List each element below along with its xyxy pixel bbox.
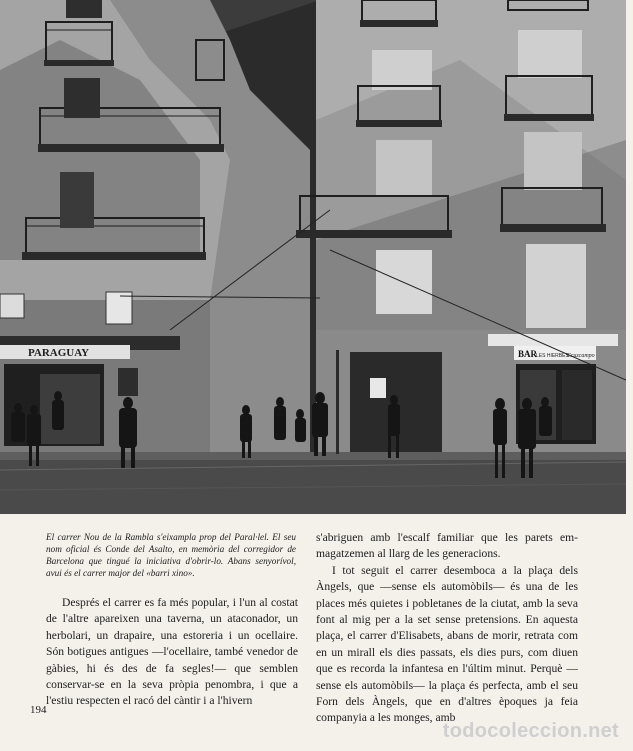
right-column-paragraph-continuation: s'abriguen amb l'escalf familiar que les parets emmagatzemen al llarg de les generacions. — [316, 531, 578, 561]
body-text-right-column — [316, 530, 578, 727]
body-text-left-column: Després el carrer es fa més popular, i l'un al costat de l'altre apareixen una taverna, un ataconador, un herbolari, un drapaire, una estoreria i un ocellaire. Són botigues antigues —l'ocellaire, també venedor de gàbies, hi és des de fa segles!— que semblen conservar-se en la seva pròpia penombra, i que a l'estiu respecten el racó del càntir i a l'hivern — [46, 596, 298, 708]
right-column-paragraph: I tot seguit el carrer desemboca a la plaça dels Àngels, que —sense els automòbils— és una de les places més quietes i pobletanes de la ciutat, amb la seva font al mig per a la set sense pretensions. En aquesta plaça, el carrer d'Elisabets, abans de morir, retrata com en un mirall els dies passats, els dies purs, com diuen que es recorda la infantesa en l'últim minut. Perquè —sense els automòbils— la plaça és perfecta, amb el seu Forn dels Àngels, que en d'altres èpoques ja feia companyia a les monges, amb — [316, 563, 578, 725]
bar-sign: BAR — [518, 349, 538, 359]
photo-caption: El carrer Nou de la Rambla s'eixampla prop del Paral·lel. El seu nom oficial és Conde del Asalto, en memòria del corregidor de Barcelona que tingué la iniciativa d'obrir-lo. Abans senyorívol, avui és el carrer major del «barri xino». — [46, 532, 296, 579]
paraguay-sign: PARAGUAY — [28, 347, 90, 359]
bar-sign-subtitle: LES HIERBES — [536, 353, 569, 359]
page-number: 194 — [30, 704, 47, 716]
cruzcampo-sign: Cruzcampo — [567, 353, 595, 359]
watermark: todocoleccion.net — [442, 720, 619, 742]
